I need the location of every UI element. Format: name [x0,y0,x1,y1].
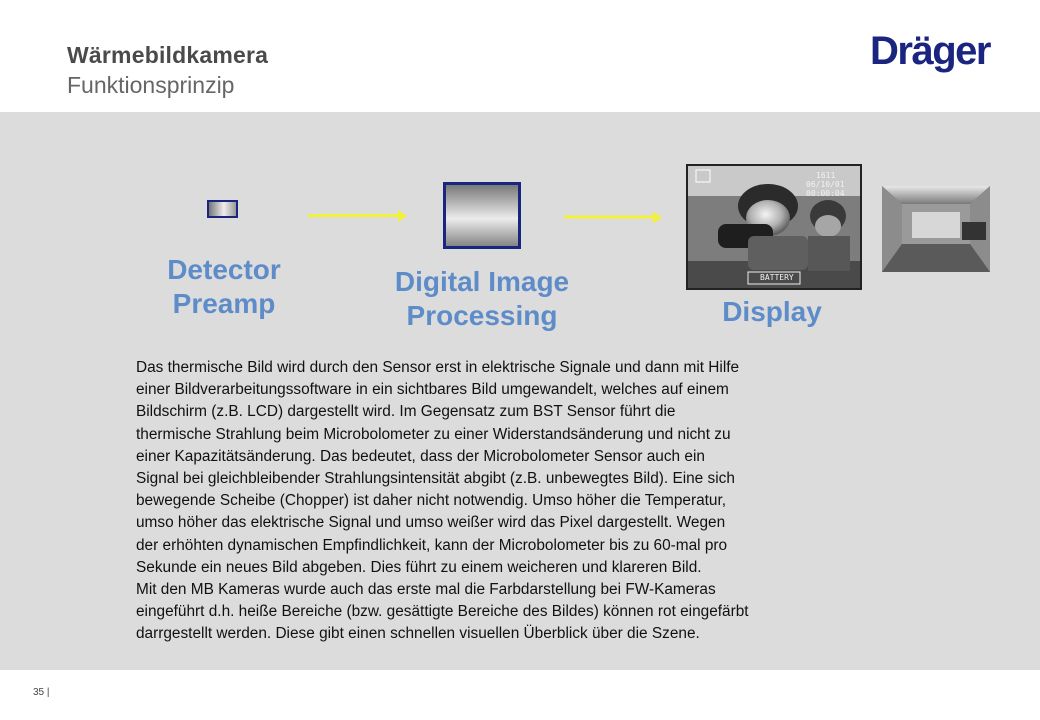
description-text: Das thermische Bild wird durch den Sensor erst in elektrische Signale und dann mit Hilfe einer Bildverarbeitungssoftware in ein sichtbares Bild umgewandelt, welches auf einem Bildschirm (z.B. LCD) dargestellt wird. Im Gegensatz zum BST Sensor führt die thermische Strahlung beim Microbolometer zu einer Widerstandsänderung und nicht zu einer Kapazitätsänderung. Das bedeutet, dass der Microbolometer Sensor auch ein Signal bei gleichbleibender Strahlungsintensität abgibt (z.B. unbewegtes Bild). Eine sich bewegende Scheibe (Chopper) ist daher nicht notwendig. Umso höher die Temperatur, umso höher das elektrische Signal und umso weißer wird das Pixel dargestellt. Wegen der erhöhten dynamischen Empfindlichkeit, kann der Microbolometer bis zu 60-mal pro Sekunde ein neues Bild abgeben. Dies führt zu einem weicheren und klareren Bild. Mit den MB Kameras wurde auch das erste mal die Farbdarstellung bei FW-Kameras eingeführt d.h. heiße Bereiche (bzw. gesättigte Bereiche des Bildes) können rot eingefärbt darrgestellt werden. Diese gibt einen schnellen visuellen Überblick über die Szene. [136,359,749,643]
detector-preamp-label: Detector Preamp [167,254,281,319]
arrow-right-icon [306,207,408,225]
slide-subtitle: Funktionsprinzip [67,72,235,98]
display-label: Display [722,296,822,327]
thermal-room-image [882,186,990,272]
battery-label: BATTERY [760,273,794,282]
slide-title: Wärmebildkamera [67,42,269,68]
thermal-display-image [686,164,862,290]
screen-overlay-line1: 1611 [816,171,836,180]
digital-image-processing-label: Digital Image Processing [394,266,570,331]
detector-preamp-box [207,200,238,218]
draeger-logo [868,20,992,76]
arrow-right-icon [562,208,664,226]
page-number: 35 | [33,687,50,698]
digital-image-processing-box [443,182,521,249]
logo-text: Dräger [870,29,990,73]
screen-overlay-line3: 00:00:04 [806,189,845,198]
screen-overlay-line2: 06/10/01 [806,180,845,189]
